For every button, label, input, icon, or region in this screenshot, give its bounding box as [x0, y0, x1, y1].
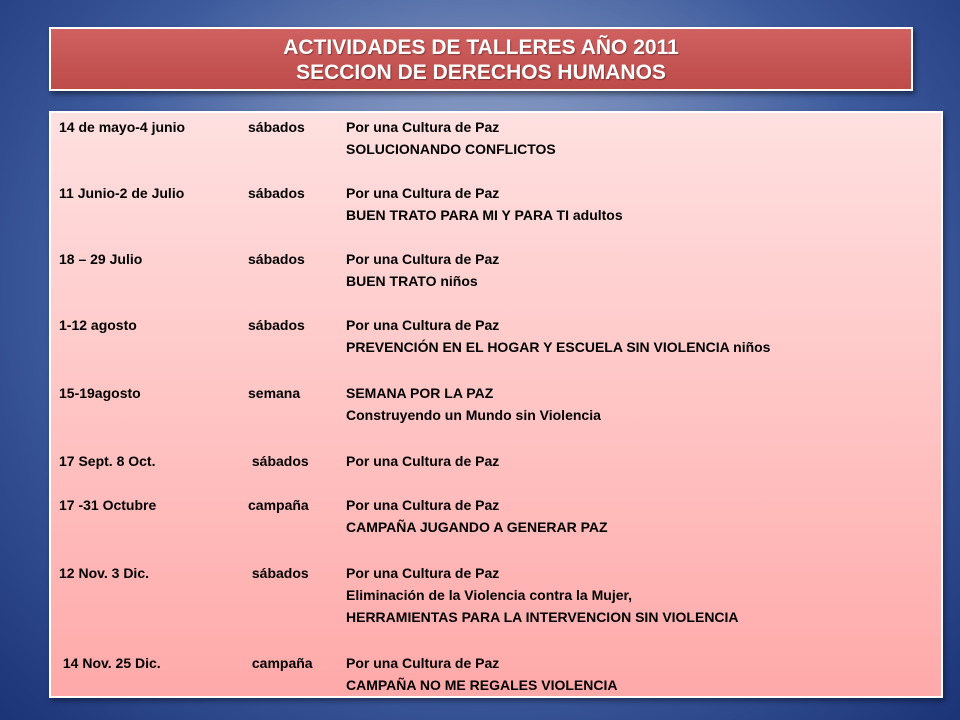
activities-list [51, 113, 941, 696]
activity-frequency: campaña [248, 655, 313, 671]
activity-description [346, 182, 623, 226]
activity-description [346, 116, 556, 160]
activity-date: 18 – 29 Julio [59, 251, 143, 267]
activities-panel [49, 111, 943, 698]
activity-frequency: sábados [248, 453, 309, 469]
activity-description [346, 450, 499, 472]
activity-date: 11 Junio-2 de Julio [59, 185, 185, 201]
activity-line: SEMANA POR LA PAZ [346, 385, 494, 401]
activity-frequency: sábados [248, 251, 305, 267]
activity-date: 15-19agosto [59, 385, 141, 401]
activity-frequency: semana [248, 385, 301, 401]
activity-description [346, 562, 739, 628]
activity-date: 17 -31 Octubre [59, 497, 157, 513]
activity-line: Por una Cultura de Paz [346, 453, 500, 469]
title-line-1: ACTIVIDADES DE TALLERES AÑO 2011 [283, 36, 679, 59]
activity-frequency: sábados [248, 565, 309, 581]
activity-line: HERRAMIENTAS PARA LA INTERVENCION SIN VIOLENCIA [346, 609, 739, 625]
title-banner [49, 27, 913, 91]
activity-line: Por una Cultura de Paz [346, 119, 500, 135]
activity-line: BUEN TRATO niños [346, 273, 478, 289]
activity-line: Eliminación de la Violencia contra la Mujer, [346, 587, 633, 603]
activity-date: 14 Nov. 25 Dic. [59, 655, 161, 671]
activity-line: SOLUCIONANDO CONFLICTOS [346, 141, 556, 157]
activity-line: Por una Cultura de Paz [346, 655, 500, 671]
activity-description [346, 248, 499, 292]
activity-line: BUEN TRATO PARA MI Y PARA TI adultos [346, 207, 623, 223]
activity-line: PREVENCIÓN EN EL HOGAR Y ESCUELA SIN VIOLENCIA niños [346, 339, 771, 355]
activity-line: Por una Cultura de Paz [346, 317, 500, 333]
activity-line: CAMPAÑA NO ME REGALES VIOLENCIA [346, 677, 618, 693]
activity-line: Por una Cultura de Paz [346, 565, 500, 581]
activity-date: 12 Nov. 3 Dic. [59, 565, 150, 581]
activity-line: Por una Cultura de Paz [346, 251, 500, 267]
activity-line: Por una Cultura de Paz [346, 497, 500, 513]
activity-line: Construyendo un Mundo sin Violencia [346, 407, 601, 423]
activity-frequency: sábados [248, 317, 305, 333]
title-line-2: SECCION DE DERECHOS HUMANOS [296, 61, 666, 84]
activity-frequency: sábados [248, 119, 305, 135]
activity-date: 17 Sept. 8 Oct. [59, 453, 156, 469]
activity-description [346, 494, 608, 538]
activity-description [346, 314, 770, 358]
activity-frequency: sábados [248, 185, 305, 201]
activity-date: 14 de mayo-4 junio [59, 119, 186, 135]
activity-description [346, 382, 601, 426]
activity-line: Por una Cultura de Paz [346, 185, 500, 201]
activity-line: CAMPAÑA JUGANDO A GENERAR PAZ [346, 519, 608, 535]
activity-frequency: campaña [248, 497, 309, 513]
activity-description [346, 652, 617, 696]
activity-date: 1-12 agosto [59, 317, 137, 333]
